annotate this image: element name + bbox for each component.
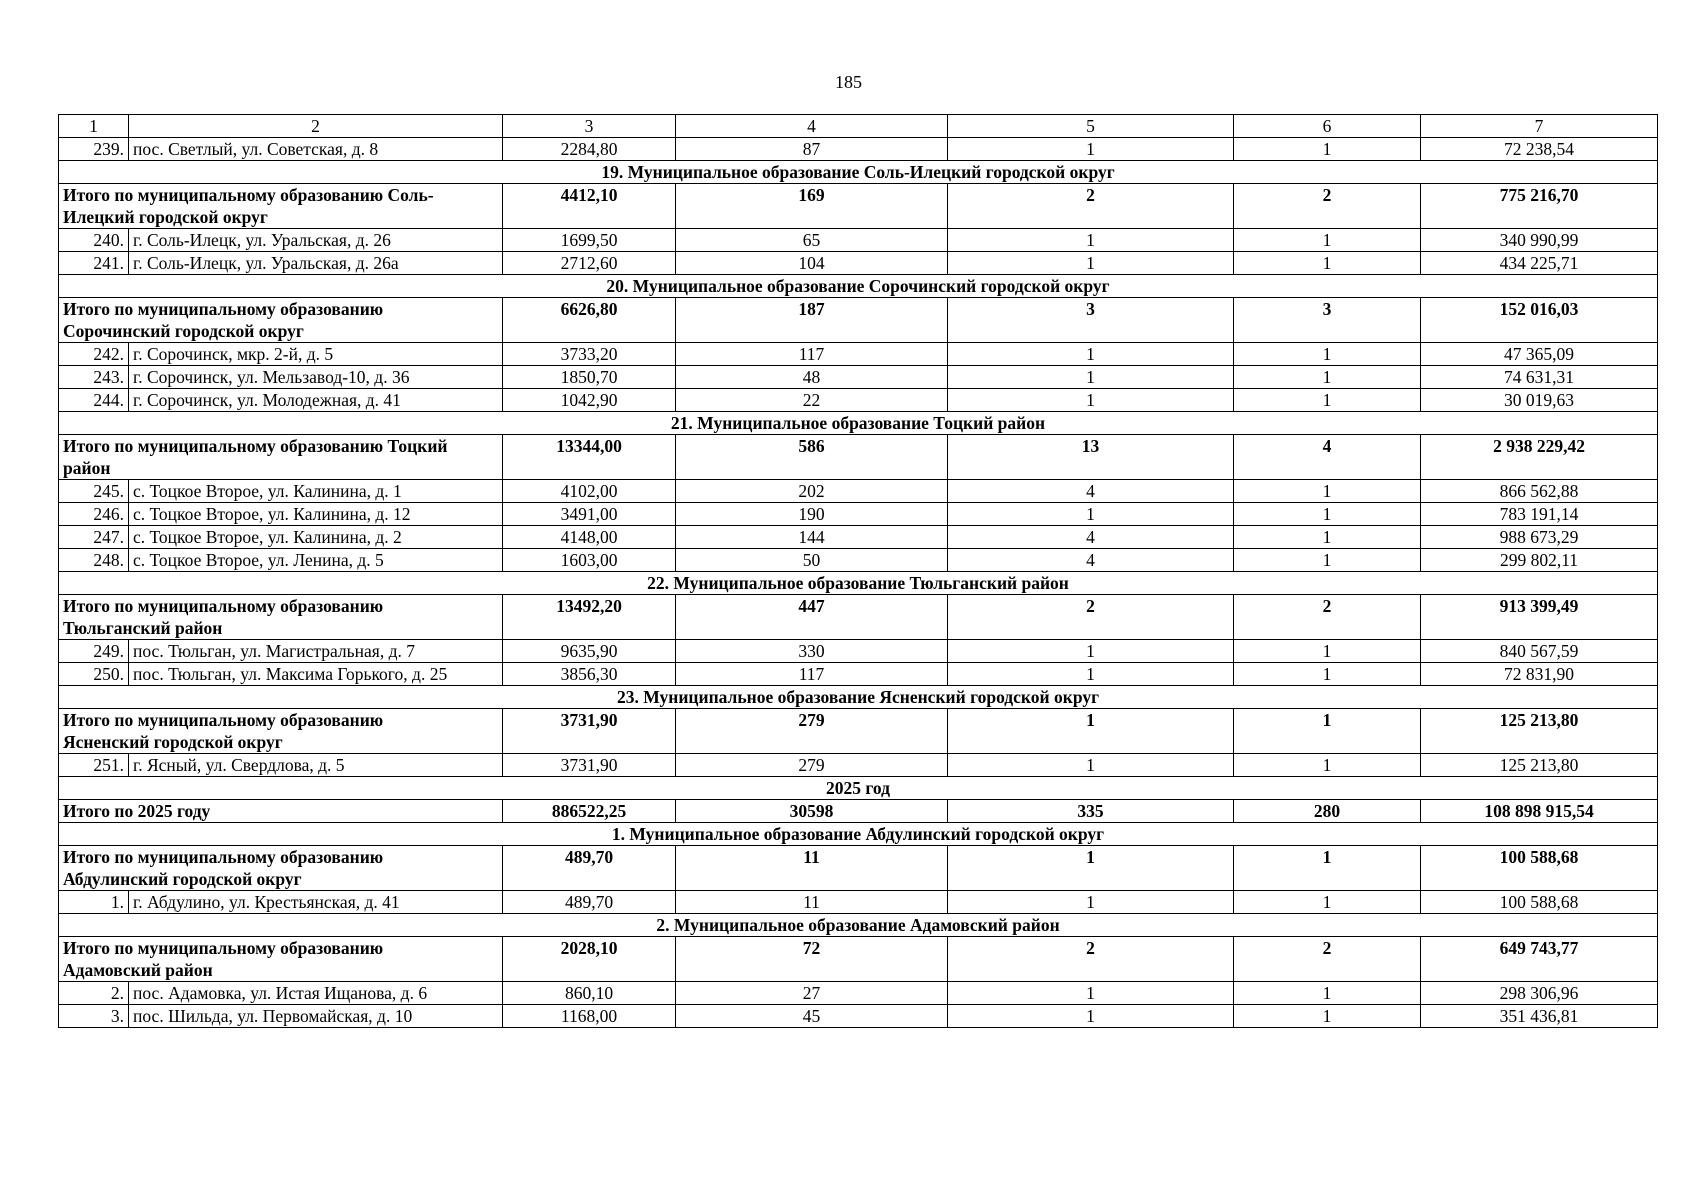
total-label: Итого по муниципальному образованию Абдулинский городской округ (59, 846, 503, 891)
row-number: 251. (59, 754, 129, 777)
area: 3733,20 (503, 343, 676, 366)
total-col5: 2 (948, 937, 1234, 982)
col5: 1 (948, 503, 1234, 526)
total-col5: 3 (948, 298, 1234, 343)
column-number-row (59, 115, 1658, 138)
row-number: 3. (59, 1005, 129, 1028)
address: г. Ясный, ул. Свердлова, д. 5 (129, 754, 503, 777)
section-title: 23. Муниципальное образование Ясненский городской округ (59, 686, 1658, 709)
housing-table (58, 114, 1658, 1028)
residents: 104 (676, 252, 948, 275)
address: пос. Шильда, ул. Первомайская, д. 10 (129, 1005, 503, 1028)
grand-total-row (59, 800, 1658, 823)
row-number: 246. (59, 503, 129, 526)
col5: 1 (948, 754, 1234, 777)
total-label: Итого по муниципальному образованию Адамовский район (59, 937, 503, 982)
total-label: Итого по муниципальному образованию Ясненский городской округ (59, 709, 503, 754)
total-col5: 2 (948, 184, 1234, 229)
total-cost: 913 399,49 (1421, 595, 1658, 640)
table-row (59, 663, 1658, 686)
address: г. Сорочинск, ул. Молодежная, д. 41 (129, 389, 503, 412)
page-number: 185 (835, 72, 862, 92)
table-row (59, 549, 1658, 572)
residents: 45 (676, 1005, 948, 1028)
total-residents: 187 (676, 298, 948, 343)
col6: 1 (1234, 754, 1421, 777)
total-residents: 279 (676, 709, 948, 754)
total-col6: 2 (1234, 937, 1421, 982)
col6: 1 (1234, 252, 1421, 275)
residents: 65 (676, 229, 948, 252)
cost: 783 191,14 (1421, 503, 1658, 526)
area: 3731,90 (503, 754, 676, 777)
total-col6: 2 (1234, 184, 1421, 229)
section-header-row (59, 914, 1658, 937)
total-cost: 649 743,77 (1421, 937, 1658, 982)
total-col6: 1 (1234, 709, 1421, 754)
residents: 117 (676, 343, 948, 366)
table-row (59, 252, 1658, 275)
row-number: 242. (59, 343, 129, 366)
col5: 1 (948, 138, 1234, 161)
column-number-4: 4 (676, 115, 948, 138)
address: пос. Тюльган, ул. Максима Горького, д. 25 (129, 663, 503, 686)
residents: 279 (676, 754, 948, 777)
area: 4148,00 (503, 526, 676, 549)
total-area: 6626,80 (503, 298, 676, 343)
section-title: 2025 год (59, 777, 1658, 800)
row-number: 250. (59, 663, 129, 686)
residents: 87 (676, 138, 948, 161)
cost: 988 673,29 (1421, 526, 1658, 549)
table-row (59, 982, 1658, 1005)
total-col6: 1 (1234, 846, 1421, 891)
total-col5: 1 (948, 846, 1234, 891)
row-number: 240. (59, 229, 129, 252)
column-number-6: 6 (1234, 115, 1421, 138)
cost: 298 306,96 (1421, 982, 1658, 1005)
residents: 144 (676, 526, 948, 549)
cost: 840 567,59 (1421, 640, 1658, 663)
area: 9635,90 (503, 640, 676, 663)
total-residents: 586 (676, 435, 948, 480)
area: 1168,00 (503, 1005, 676, 1028)
table-row (59, 526, 1658, 549)
row-number: 2. (59, 982, 129, 1005)
total-area: 4412,10 (503, 184, 676, 229)
total-residents: 447 (676, 595, 948, 640)
cost: 299 802,11 (1421, 549, 1658, 572)
subtotal-row (59, 709, 1658, 754)
col5: 4 (948, 549, 1234, 572)
residents: 330 (676, 640, 948, 663)
total-area: 2028,10 (503, 937, 676, 982)
residents: 190 (676, 503, 948, 526)
total-area: 3731,90 (503, 709, 676, 754)
section-title: 21. Муниципальное образование Тоцкий район (59, 412, 1658, 435)
cost: 351 436,81 (1421, 1005, 1658, 1028)
column-number-5: 5 (948, 115, 1234, 138)
row-number: 1. (59, 891, 129, 914)
row-number: 239. (59, 138, 129, 161)
col6: 1 (1234, 663, 1421, 686)
section-title: 19. Муниципальное образование Соль-Илецкий городской округ (59, 161, 1658, 184)
table-row (59, 366, 1658, 389)
row-number: 247. (59, 526, 129, 549)
total-col5: 2 (948, 595, 1234, 640)
total-col6: 3 (1234, 298, 1421, 343)
total-col6: 2 (1234, 595, 1421, 640)
col5: 1 (948, 982, 1234, 1005)
table-row (59, 754, 1658, 777)
cost: 72 238,54 (1421, 138, 1658, 161)
subtotal-row (59, 435, 1658, 480)
section-header-row (59, 686, 1658, 709)
area: 1699,50 (503, 229, 676, 252)
col6: 1 (1234, 389, 1421, 412)
col5: 1 (948, 1005, 1234, 1028)
area: 1603,00 (503, 549, 676, 572)
total-label: Итого по муниципальному образованию Соль-Илецкий городской округ (59, 184, 503, 229)
area: 1850,70 (503, 366, 676, 389)
total-residents: 72 (676, 937, 948, 982)
residents: 117 (676, 663, 948, 686)
total-col5: 335 (948, 800, 1234, 823)
area: 2284,80 (503, 138, 676, 161)
total-cost: 125 213,80 (1421, 709, 1658, 754)
column-number-3: 3 (503, 115, 676, 138)
residents: 11 (676, 891, 948, 914)
col6: 1 (1234, 982, 1421, 1005)
total-cost: 775 216,70 (1421, 184, 1658, 229)
col5: 1 (948, 663, 1234, 686)
row-number: 245. (59, 480, 129, 503)
cost: 866 562,88 (1421, 480, 1658, 503)
section-header-row (59, 572, 1658, 595)
table-row (59, 389, 1658, 412)
cost: 74 631,31 (1421, 366, 1658, 389)
col5: 1 (948, 343, 1234, 366)
total-col5: 13 (948, 435, 1234, 480)
total-area: 489,70 (503, 846, 676, 891)
area: 3491,00 (503, 503, 676, 526)
total-area: 13492,20 (503, 595, 676, 640)
section-header-row (59, 161, 1658, 184)
total-residents: 11 (676, 846, 948, 891)
col5: 1 (948, 389, 1234, 412)
residents: 50 (676, 549, 948, 572)
address: с. Тоцкое Второе, ул. Калинина, д. 1 (129, 480, 503, 503)
address: г. Сорочинск, мкр. 2-й, д. 5 (129, 343, 503, 366)
column-number-7: 7 (1421, 115, 1658, 138)
cost: 47 365,09 (1421, 343, 1658, 366)
col5: 1 (948, 366, 1234, 389)
table-row (59, 343, 1658, 366)
table-row (59, 503, 1658, 526)
col6: 1 (1234, 343, 1421, 366)
col5: 1 (948, 891, 1234, 914)
section-title: 2. Муниципальное образование Адамовский район (59, 914, 1658, 937)
residents: 27 (676, 982, 948, 1005)
address: с. Тоцкое Второе, ул. Калинина, д. 2 (129, 526, 503, 549)
address: г. Соль-Илецк, ул. Уральская, д. 26 (129, 229, 503, 252)
residents: 22 (676, 389, 948, 412)
subtotal-row (59, 184, 1658, 229)
total-residents: 169 (676, 184, 948, 229)
total-area: 13344,00 (503, 435, 676, 480)
subtotal-row (59, 846, 1658, 891)
total-col6: 280 (1234, 800, 1421, 823)
area: 3856,30 (503, 663, 676, 686)
total-col6: 4 (1234, 435, 1421, 480)
cost: 30 019,63 (1421, 389, 1658, 412)
total-residents: 30598 (676, 800, 948, 823)
total-cost: 100 588,68 (1421, 846, 1658, 891)
total-label: Итого по муниципальному образованию Тюльганский район (59, 595, 503, 640)
total-col5: 1 (948, 709, 1234, 754)
total-cost: 152 016,03 (1421, 298, 1658, 343)
area: 1042,90 (503, 389, 676, 412)
col6: 1 (1234, 549, 1421, 572)
table-row (59, 640, 1658, 663)
section-title: 22. Муниципальное образование Тюльганский район (59, 572, 1658, 595)
column-number-1: 1 (59, 115, 129, 138)
address: пос. Тюльган, ул. Магистральная, д. 7 (129, 640, 503, 663)
area: 489,70 (503, 891, 676, 914)
area: 860,10 (503, 982, 676, 1005)
area: 4102,00 (503, 480, 676, 503)
col6: 1 (1234, 526, 1421, 549)
total-cost: 2 938 229,42 (1421, 435, 1658, 480)
address: г. Сорочинск, ул. Мельзавод-10, д. 36 (129, 366, 503, 389)
subtotal-row (59, 298, 1658, 343)
residents: 202 (676, 480, 948, 503)
section-header-row (59, 412, 1658, 435)
total-label: Итого по муниципальному образованию Сорочинский городской округ (59, 298, 503, 343)
table-row (59, 1005, 1658, 1028)
row-number: 248. (59, 549, 129, 572)
address: с. Тоцкое Второе, ул. Ленина, д. 5 (129, 549, 503, 572)
total-area: 886522,25 (503, 800, 676, 823)
row-number: 249. (59, 640, 129, 663)
col5: 4 (948, 526, 1234, 549)
col5: 1 (948, 229, 1234, 252)
address: пос. Адамовка, ул. Истая Ищанова, д. 6 (129, 982, 503, 1005)
area: 2712,60 (503, 252, 676, 275)
subtotal-row (59, 937, 1658, 982)
cost: 100 588,68 (1421, 891, 1658, 914)
col6: 1 (1234, 138, 1421, 161)
col6: 1 (1234, 480, 1421, 503)
cost: 434 225,71 (1421, 252, 1658, 275)
address: г. Соль-Илецк, ул. Уральская, д. 26а (129, 252, 503, 275)
col6: 1 (1234, 640, 1421, 663)
column-number-2: 2 (129, 115, 503, 138)
section-header-row (59, 777, 1658, 800)
table-body (59, 115, 1658, 1028)
address: г. Абдулино, ул. Крестьянская, д. 41 (129, 891, 503, 914)
section-title: 1. Муниципальное образование Абдулинский городской округ (59, 823, 1658, 846)
col5: 1 (948, 640, 1234, 663)
col5: 1 (948, 252, 1234, 275)
table-row (59, 480, 1658, 503)
col6: 1 (1234, 1005, 1421, 1028)
total-cost: 108 898 915,54 (1421, 800, 1658, 823)
col6: 1 (1234, 891, 1421, 914)
cost: 125 213,80 (1421, 754, 1658, 777)
table-row (59, 229, 1658, 252)
row-number: 244. (59, 389, 129, 412)
col6: 1 (1234, 366, 1421, 389)
col6: 1 (1234, 503, 1421, 526)
total-label: Итого по муниципальному образованию Тоцкий район (59, 435, 503, 480)
section-header-row (59, 823, 1658, 846)
section-header-row (59, 275, 1658, 298)
section-title: 20. Муниципальное образование Сорочинский городской округ (59, 275, 1658, 298)
cost: 72 831,90 (1421, 663, 1658, 686)
residents: 48 (676, 366, 948, 389)
row-number: 241. (59, 252, 129, 275)
address: с. Тоцкое Второе, ул. Калинина, д. 12 (129, 503, 503, 526)
cost: 340 990,99 (1421, 229, 1658, 252)
col6: 1 (1234, 229, 1421, 252)
address: пос. Светлый, ул. Советская, д. 8 (129, 138, 503, 161)
subtotal-row (59, 595, 1658, 640)
table-row (59, 891, 1658, 914)
total-label: Итого по 2025 году (59, 800, 503, 823)
table-row (59, 138, 1658, 161)
col5: 4 (948, 480, 1234, 503)
row-number: 243. (59, 366, 129, 389)
